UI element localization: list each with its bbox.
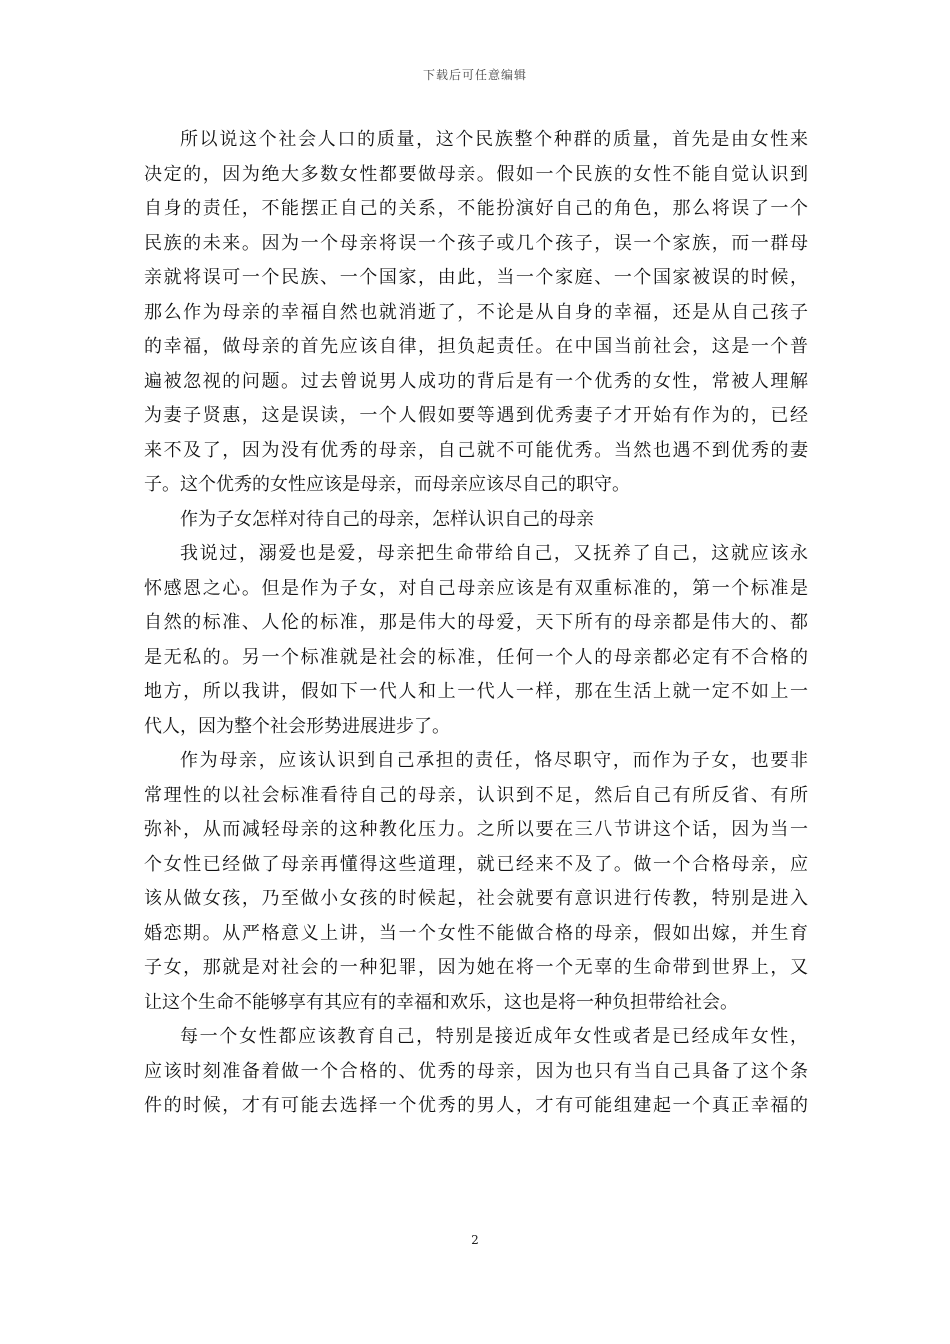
text-line: 怀感恩之心。但是作为子女，对自己母亲应该是有双重标准的，第一个标准是 xyxy=(144,577,808,599)
text-line: 自身的责任，不能摆正自己的关系，不能扮演好自己的角色，那么将误了一个 xyxy=(144,198,808,219)
page-header: 下载后可任意编辑 xyxy=(422,68,527,82)
text-line: 是无私的。另一个标准就是社会的标准，任何一个人的母亲都必定有不合格的 xyxy=(144,646,808,668)
document-body xyxy=(144,123,808,1124)
text-line: 代人，因为整个社会形势进展进步了。 xyxy=(144,715,450,737)
text-line: 亲就将误可一个民族、一个国家，由此，当一个家庭、一个国家被误的时候， xyxy=(144,267,808,288)
text-line: 个女性已经做了母亲再懂得这些道理，就已经来不及了。做一个合格母亲，应 xyxy=(144,853,808,875)
text-line: 的幸福，做母亲的首先应该自律，担负起责任。在中国当前社会，这是一个普 xyxy=(144,336,808,357)
text-line: 应该时刻准备着做一个合格的、优秀的母亲，因为也只有当自己具备了这个条 xyxy=(144,1060,808,1082)
text-line: 每一个女性都应该教育自己，特别是接近成年女性或者是已经成年女性， xyxy=(180,1026,808,1047)
page-number: 2 xyxy=(471,1233,479,1247)
text-line: 该从做女孩，乃至做小女孩的时候起，社会就要有意识进行传教，特别是进入 xyxy=(144,888,808,909)
text-line: 自然的标准、人伦的标准，那是伟大的母爱，天下所有的母亲都是伟大的、都 xyxy=(144,612,808,633)
text-line: 所以说这个社会人口的质量，这个民族整个种群的质量，首先是由女性来 xyxy=(180,129,808,150)
section-heading: 作为子女怎样对待自己的母亲，怎样认识自己的母亲 xyxy=(180,508,594,530)
text-line: 为妻子贤惠，这是误读，一个人假如要等遇到优秀妻子才开始有作为的，已经 xyxy=(144,405,808,426)
text-line: 遍被忽视的问题。过去曾说男人成功的背后是有一个优秀的女性，常被人理解 xyxy=(144,370,808,392)
text-line: 弥补，从而减轻母亲的这种教化压力。之所以要在三八节讲这个话，因为当一 xyxy=(144,819,808,840)
text-line: 我说过，溺爱也是爱，母亲把生命带给自己，又抚养了自己，这就应该永 xyxy=(180,543,808,564)
text-line: 子女，那就是对社会的一种犯罪，因为她在将一个无辜的生命带到世界上，又 xyxy=(144,957,808,978)
text-line: 来不及了，因为没有优秀的母亲，自己就不可能优秀。当然也遇不到优秀的妻 xyxy=(144,439,808,461)
text-line: 决定的，因为绝大多数女性都要做母亲。假如一个民族的女性不能自觉认识到 xyxy=(144,163,808,185)
text-line: 婚恋期。从严格意义上讲，当一个女性不能做合格的母亲，假如出嫁，并生育 xyxy=(144,922,808,944)
text-line: 地方，所以我讲，假如下一代人和上一代人一样，那在生活上就一定不如上一 xyxy=(144,681,808,702)
text-line: 那么作为母亲的幸福自然也就消逝了，不论是从自身的幸福，还是从自己孩子 xyxy=(144,301,808,323)
text-line: 让这个生命不能够享有其应有的幸福和欢乐，这也是将一种负担带给社会。 xyxy=(144,991,738,1013)
text-line: 作为母亲，应该认识到自己承担的责任，恪尽职守，而作为子女，也要非 xyxy=(180,750,808,771)
text-line: 子。这个优秀的女性应该是母亲，而母亲应该尽自己的职守。 xyxy=(144,474,630,495)
text-line: 常理性的以社会标准看待自己的母亲，认识到不足，然后自己有所反省、有所 xyxy=(144,784,808,806)
text-line: 民族的未来。因为一个母亲将误一个孩子或几个孩子，误一个家族，而一群母 xyxy=(144,232,808,254)
text-line: 件的时候，才有可能去选择一个优秀的男人，才有可能组建起一个真正幸福的 xyxy=(144,1095,808,1116)
